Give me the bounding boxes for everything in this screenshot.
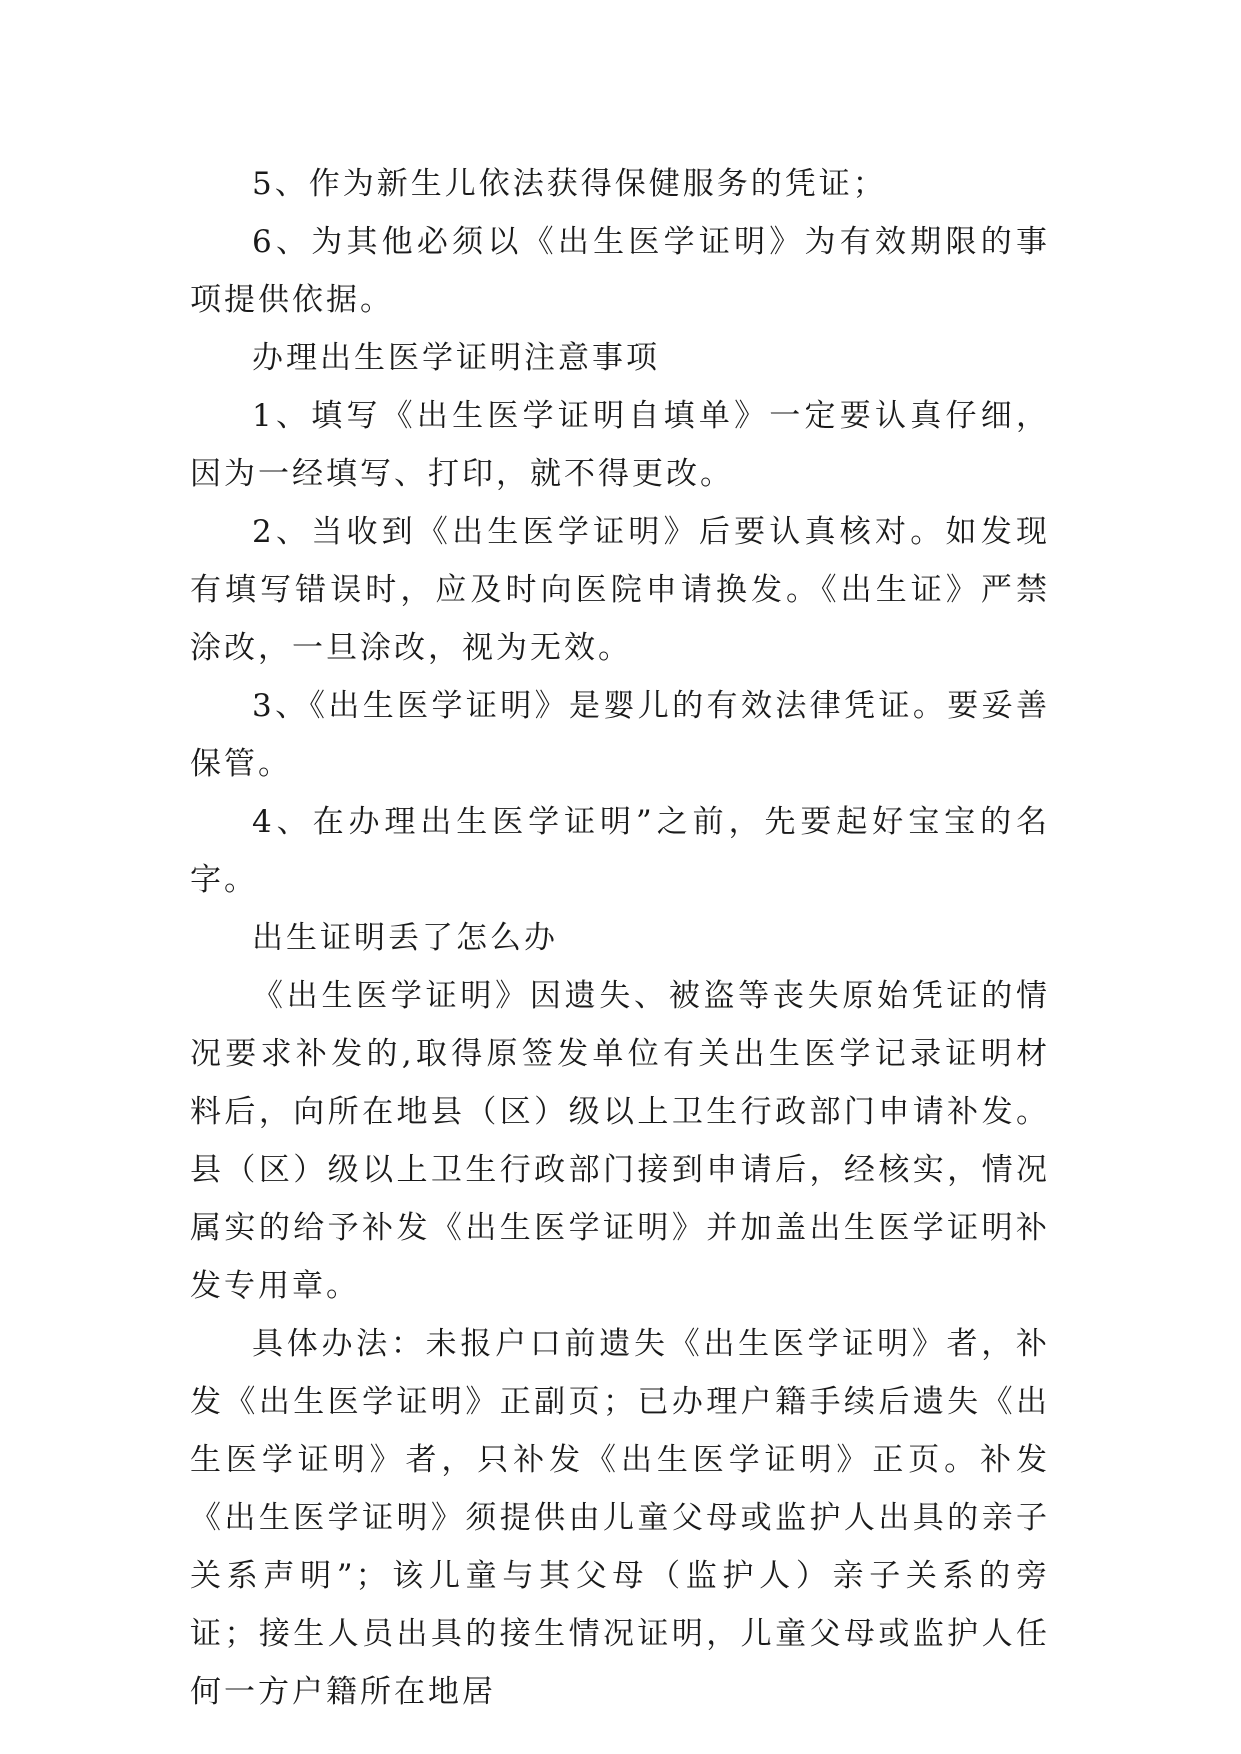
paragraph-note-4: 4、在办理出生医学证明”之前，先要起好宝宝的名字。 <box>190 804 1050 898</box>
paragraph-item-6: 6、为其他必须以《出生医学证明》为有效期限的事项提供依据。 <box>190 224 1050 318</box>
paragraph-note-1: 1、填写《出生医学证明自填单》一定要认真仔细，因为一经填写、打印，就不得更改。 <box>190 398 1050 492</box>
section-heading-notes: 办理出生医学证明注意事项 <box>252 340 660 376</box>
paragraph-item-5: 5、作为新生儿依法获得保健服务的凭证； <box>252 166 887 202</box>
section-heading-lost-certificate: 出生证明丢了怎么办 <box>252 920 558 956</box>
paragraph-reissue-conditions: 《出生医学证明》因遗失、被盗等丧失原始凭证的情况要求补发的,取得原签发单位有关出生医学记录证明材料后，向所在地县（区）级以上卫生行政部门申请补发。县（区）级以上卫生行政部门接到申请后，经核实，情况属实的给予补发《出生医学证明》并加盖出生医学证明补发专用章。 <box>190 978 1050 1304</box>
paragraph-note-2: 2、当收到《出生医学证明》后要认真核对。如发现有填写错误时，应及时向医院申请换发。《出生证》严禁涂改，一旦涂改，视为无效。 <box>190 514 1050 666</box>
paragraph-note-3: 3、《出生医学证明》是婴儿的有效法律凭证。要妥善保管。 <box>190 688 1050 782</box>
paragraph-reissue-method: 具体办法：未报户口前遗失《出生医学证明》者，补发《出生医学证明》正副页；已办理户籍手续后遗失《出生医学证明》者，只补发《出生医学证明》正页。补发《出生医学证明》须提供由儿童父母或监护人出具的亲子关系声明”；该儿童与其父母（监护人）亲子关系的旁证；接生人员出具的接生情况证明，儿童父母或监护人任何一方户籍所在地居 <box>190 1326 1050 1710</box>
document-body <box>190 155 1050 1721</box>
